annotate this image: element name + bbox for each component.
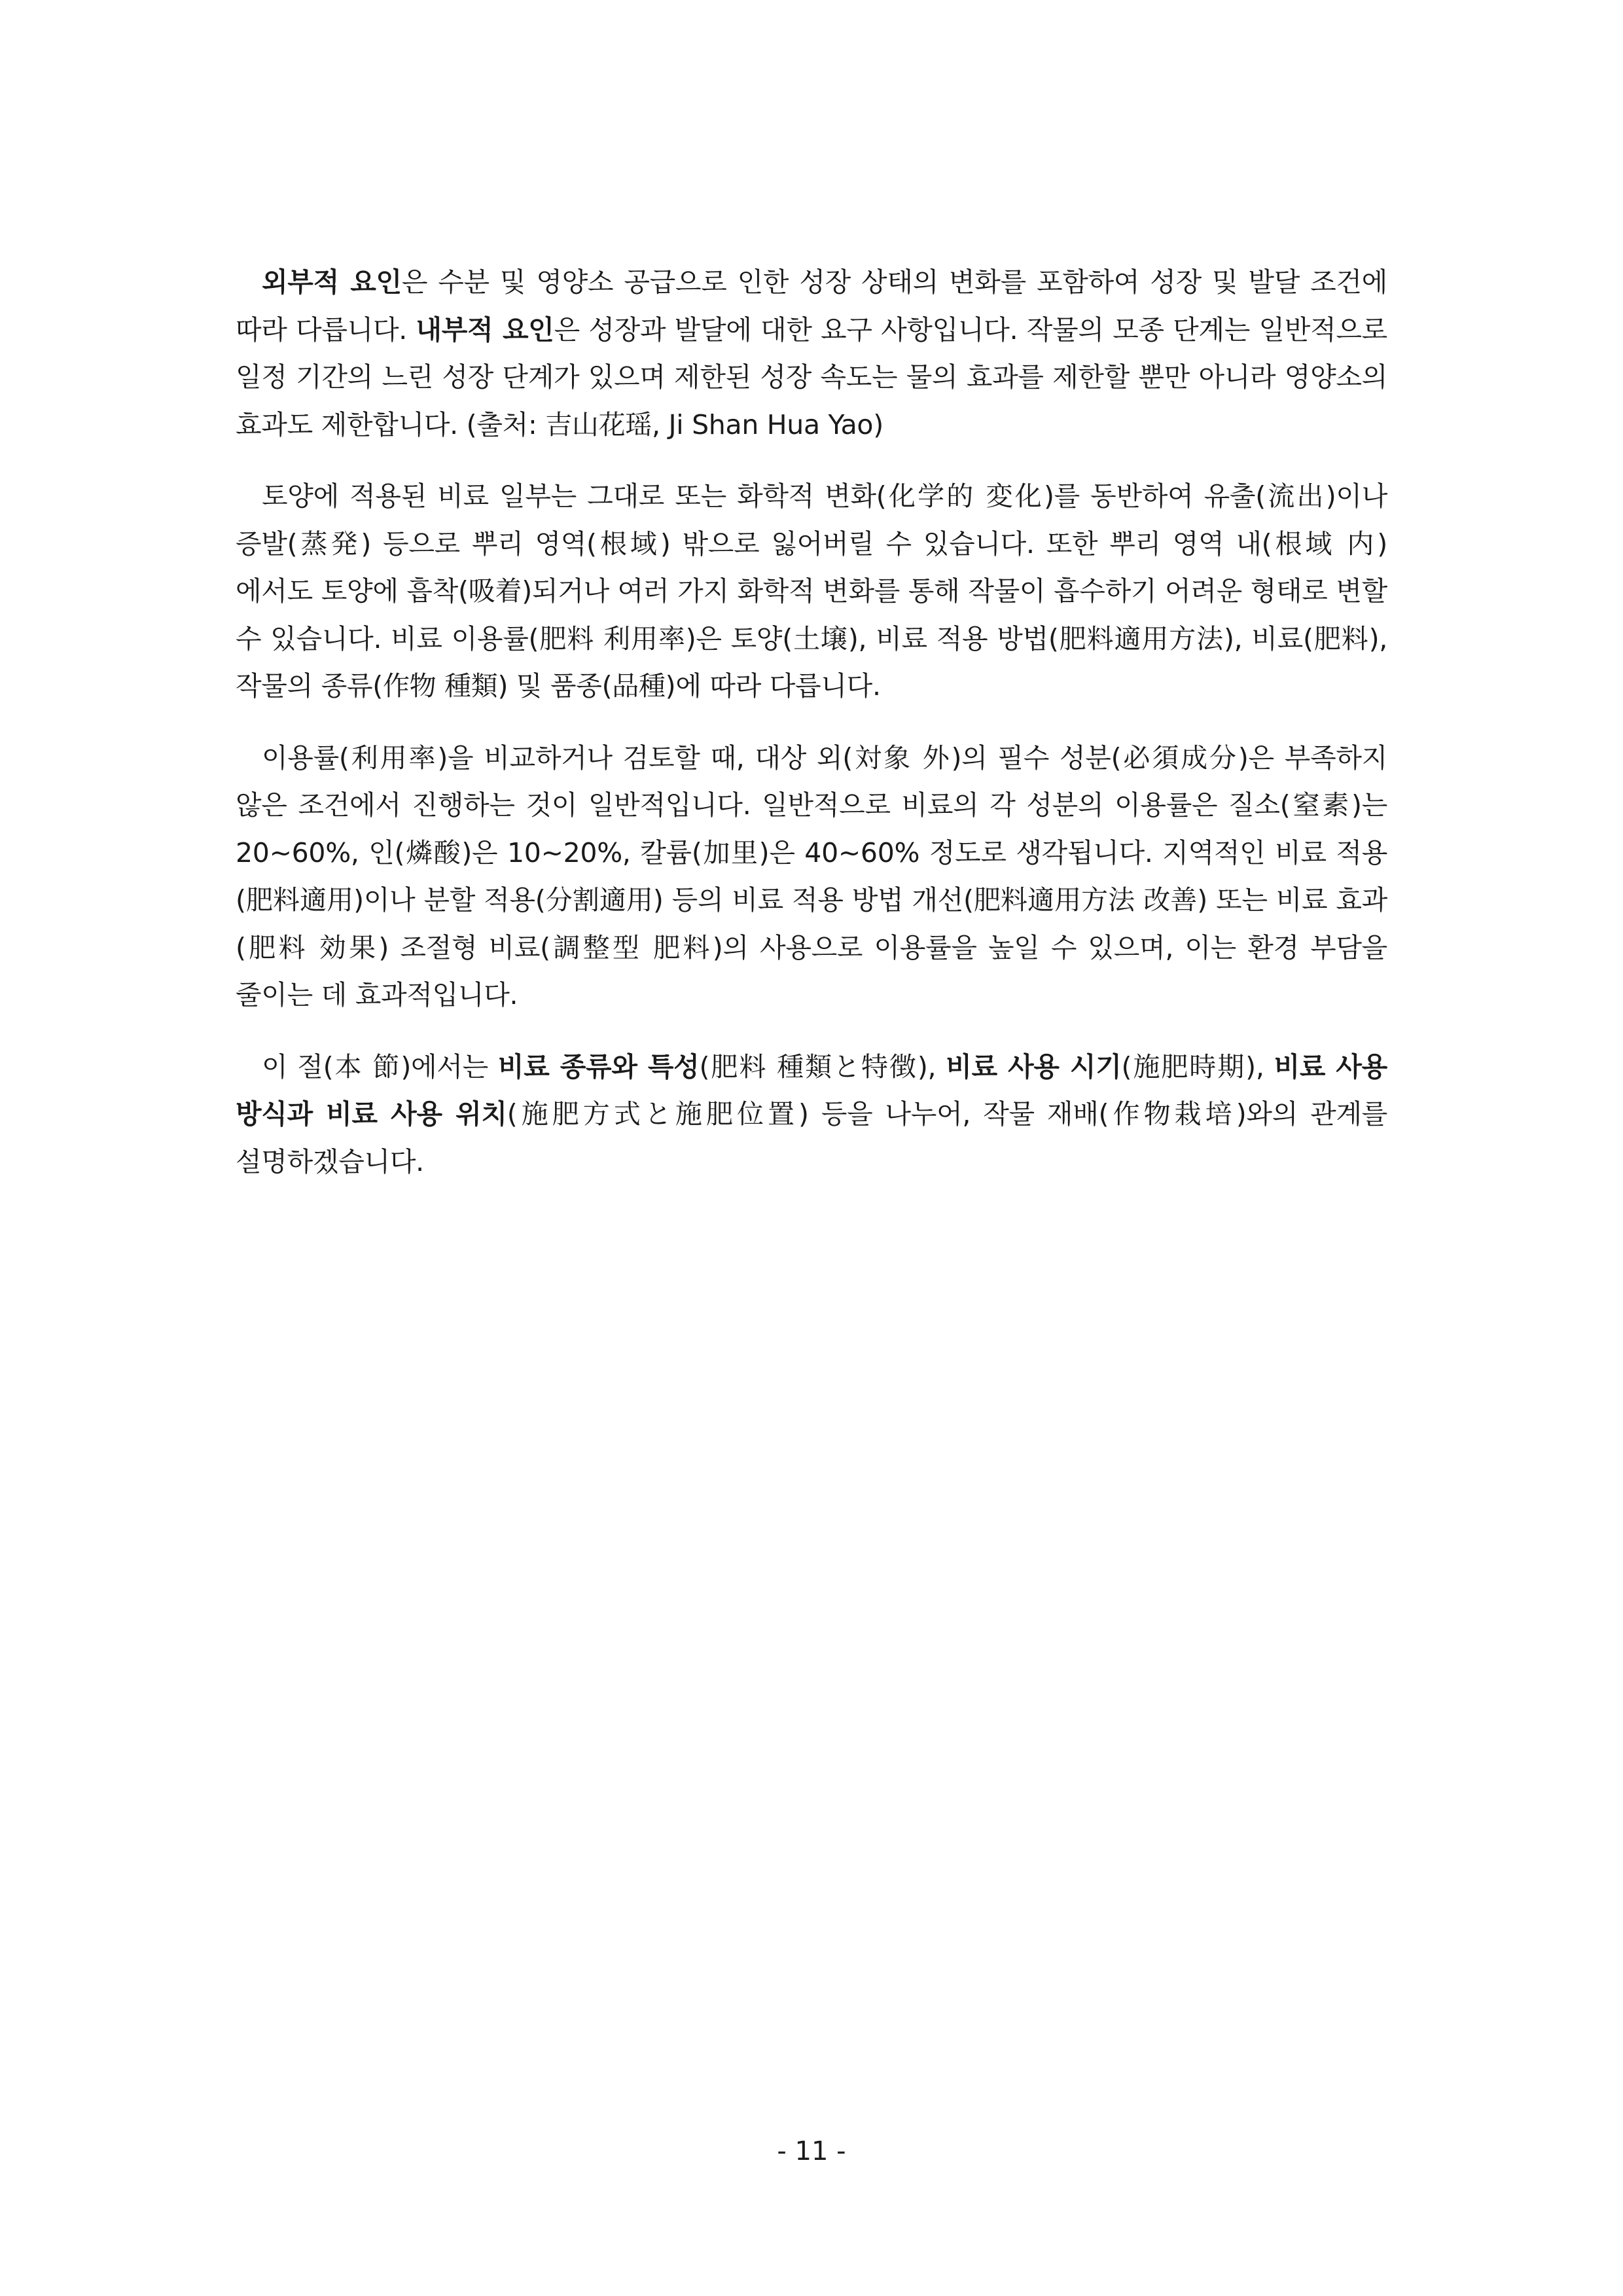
bold-term: 내부적 요인 bbox=[416, 314, 554, 346]
bold-term: 비료 사용 시기 bbox=[946, 1050, 1122, 1083]
text-run: 은 수분 및 영양소 공급으로 인한 성장 상태의 변화를 포함하여 성장 및 발달 조건에 따라 다릅니다. bbox=[236, 266, 1387, 346]
text-run: (施肥方式と施肥位置) 등을 나누어, 작물 재배(作物栽培)와의 관계를 설명하겠습니다. bbox=[236, 1098, 1387, 1177]
text-run: (肥料 種類と特徴), bbox=[699, 1050, 946, 1083]
page-number: - 11 - bbox=[777, 2136, 846, 2166]
paragraph-external-internal-factors bbox=[236, 259, 1387, 448]
text-run: 은 성장과 발달에 대한 요구 사항입니다. 작물의 모종 단계는 일반적으로 일정 기간의 느린 성장 단계가 있으며 제한된 성장 속도는 물의 효과를 제한할 뿐만 아니라 영양소의 효과도 제한합니다. (출처: 吉山花瑶, Ji Shan Hua Yao) bbox=[236, 314, 1387, 440]
document-body bbox=[236, 259, 1387, 1210]
bold-term: 비료 사용 방식과 비료 사용 위치 bbox=[236, 1050, 1387, 1130]
paragraph-utilization-rate bbox=[236, 734, 1387, 1019]
bold-term: 비료 종류와 특성 bbox=[497, 1050, 700, 1083]
bold-term: 외부적 요인 bbox=[262, 266, 402, 298]
text-run: 이 절(本 節)에서는 bbox=[262, 1050, 498, 1083]
text-run: (施肥時期), bbox=[1121, 1050, 1274, 1083]
text-run: 이용률(利用率)을 비교하거나 검토할 때, 대상 외(対象 外)의 필수 성분(必須成分)은 부족하지 않은 조건에서 진행하는 것이 일반적입니다. 일반적으로 비료의 각 성분의 이용률은 질소(窒素)는 20~60%, 인(燐酸)은 10~20%, 칼륨(加里)은 40~60% 정도로 생각됩니다. 지역적인 비료 적용(肥料適用)이나 분할 적용(分割適用) 등의 비료 적용 방법 개선(肥料適用方法 改善) 또는 비료 효과(肥料 効果) 조절형 비료(調整型 肥料)의 사용으로 이용률을 높일 수 있으며, 이는 환경 부담을 줄이는 데 효과적입니다. bbox=[236, 742, 1387, 1011]
text-run: 토양에 적용된 비료 일부는 그대로 또는 화학적 변화(化学的 変化)를 동반하여 유출(流出)이나 증발(蒸発) 등으로 뿌리 영역(根域) 밖으로 잃어버릴 수 있습니다. 또한 뿌리 영역 내(根域 内)에서도 토양에 흡착(吸着)되거나 여러 가지 화학적 변화를 통해 작물이 흡수하기 어려운 형태로 변할 수 있습니다. 비료 이용률(肥料 利用率)은 토양(土壌), 비료 적용 방법(肥料適用方法), 비료(肥料), 작물의 종류(作物 種類) 및 품종(品種)에 따라 다릅니다. bbox=[236, 480, 1387, 702]
paragraph-section-overview bbox=[236, 1043, 1387, 1186]
paragraph-fertilizer-loss bbox=[236, 473, 1387, 710]
